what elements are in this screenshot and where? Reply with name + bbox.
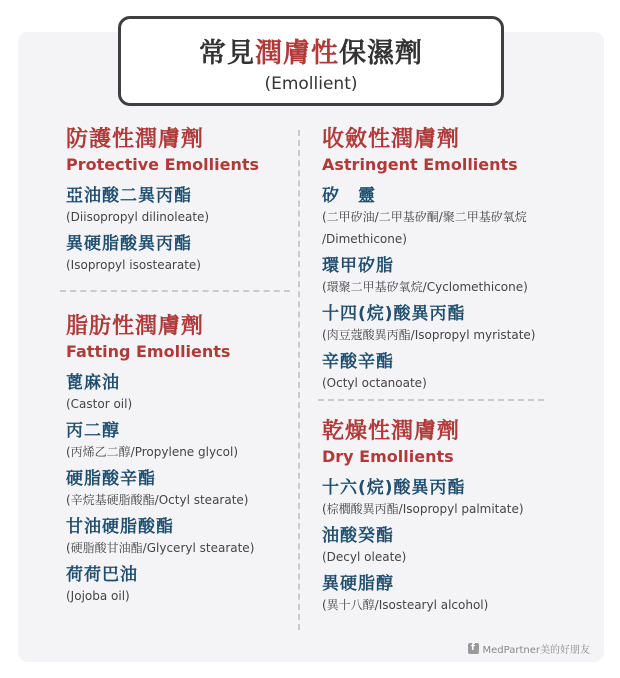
item-name-en: (棕櫚酸異丙酯/Isopropyl palmitate) — [322, 502, 524, 516]
item-name-zh: 荷荷巴油 — [66, 565, 138, 585]
footer-brand: MedPartner美的好朋友 — [482, 645, 590, 656]
section-title-en: Dry Emollients — [322, 447, 454, 466]
item-name-en: (環聚二甲基矽氧烷/Cyclomethicone) — [322, 280, 528, 294]
item-name-en: (Decyl oleate) — [322, 550, 407, 564]
item-name-zh: 十六(烷)酸異丙酯 — [322, 478, 466, 498]
item-name-zh: 矽 靈 — [322, 186, 376, 206]
section-title-en: Fatting Emollients — [66, 342, 231, 361]
vertical-divider — [298, 130, 300, 630]
facebook-icon: f — [468, 643, 479, 654]
list-item — [66, 232, 296, 274]
footer-credit — [468, 641, 590, 656]
section-fatting — [66, 313, 296, 611]
item-name-en: (硬脂酸甘油酯/Glyceryl stearate) — [66, 541, 255, 555]
item-name-en: (Diisopropyl dilinoleate) — [66, 210, 210, 224]
item-name-en: (丙烯乙二醇/Propylene glycol) — [66, 445, 239, 459]
item-name-en: (二甲矽油/二甲基矽酮/聚二甲基矽氧烷 — [322, 210, 527, 224]
list-item — [322, 350, 592, 392]
title-box — [118, 16, 504, 106]
list-item — [66, 371, 296, 413]
section-astringent — [322, 126, 592, 398]
list-item — [322, 476, 592, 518]
item-name-zh: 亞油酸二異丙酯 — [66, 186, 192, 206]
item-name-zh: 異硬脂醇 — [322, 574, 394, 594]
item-name-zh: 辛酸辛酯 — [322, 352, 394, 372]
item-name-en: (異十八醇/Isostearyl alcohol) — [322, 598, 489, 612]
list-item — [322, 524, 592, 566]
item-name-zh: 蓖麻油 — [66, 373, 120, 393]
page-subtitle: (Emollient) — [264, 74, 358, 94]
list-item — [66, 467, 296, 509]
item-name-zh: 十四(烷)酸異丙酯 — [322, 304, 466, 324]
item-name-en: (Castor oil) — [66, 397, 133, 411]
item-name-en-cont: /Dimethicone) — [322, 232, 407, 246]
item-name-zh: 硬脂酸辛酯 — [66, 469, 156, 489]
list-item — [66, 563, 296, 605]
list-item — [322, 184, 592, 248]
section-title-zh: 脂肪性潤膚劑 — [66, 314, 205, 339]
section-title-zh: 收斂性潤膚劑 — [322, 127, 461, 152]
section-dry — [322, 418, 592, 620]
item-name-zh: 環甲矽脂 — [322, 256, 394, 276]
item-name-en: (辛烷基硬脂酸酯/Octyl stearate) — [66, 493, 249, 507]
title-prefix: 常見 — [199, 38, 255, 69]
item-name-zh: 甘油硬脂酸酯 — [66, 517, 174, 537]
list-item — [66, 419, 296, 461]
item-name-en: (Jojoba oil) — [66, 589, 130, 603]
page-title — [121, 31, 501, 70]
item-name-zh: 異硬脂酸異丙酯 — [66, 234, 192, 254]
list-item — [322, 572, 592, 614]
right-divider — [318, 399, 544, 401]
title-highlight: 潤膚性 — [255, 38, 339, 69]
item-name-en: (肉豆蔻酸異丙酯/Isopropyl myristate) — [322, 328, 536, 342]
item-name-en: (Isopropyl isostearate) — [66, 258, 201, 272]
section-title-en: Protective Emollients — [66, 155, 260, 174]
left-divider — [60, 290, 290, 292]
section-title-zh: 防護性潤膚劑 — [66, 127, 205, 152]
list-item — [322, 254, 592, 296]
section-title-en: Astringent Emollients — [322, 155, 518, 174]
item-name-en: (Octyl octanoate) — [322, 376, 427, 390]
section-title-zh: 乾燥性潤膚劑 — [322, 419, 461, 444]
list-item — [322, 302, 592, 344]
item-name-zh: 油酸癸酯 — [322, 526, 394, 546]
list-item — [66, 515, 296, 557]
item-name-zh: 丙二醇 — [66, 421, 120, 441]
list-item — [66, 184, 296, 226]
section-protective — [66, 126, 296, 280]
title-suffix: 保濕劑 — [339, 38, 423, 69]
